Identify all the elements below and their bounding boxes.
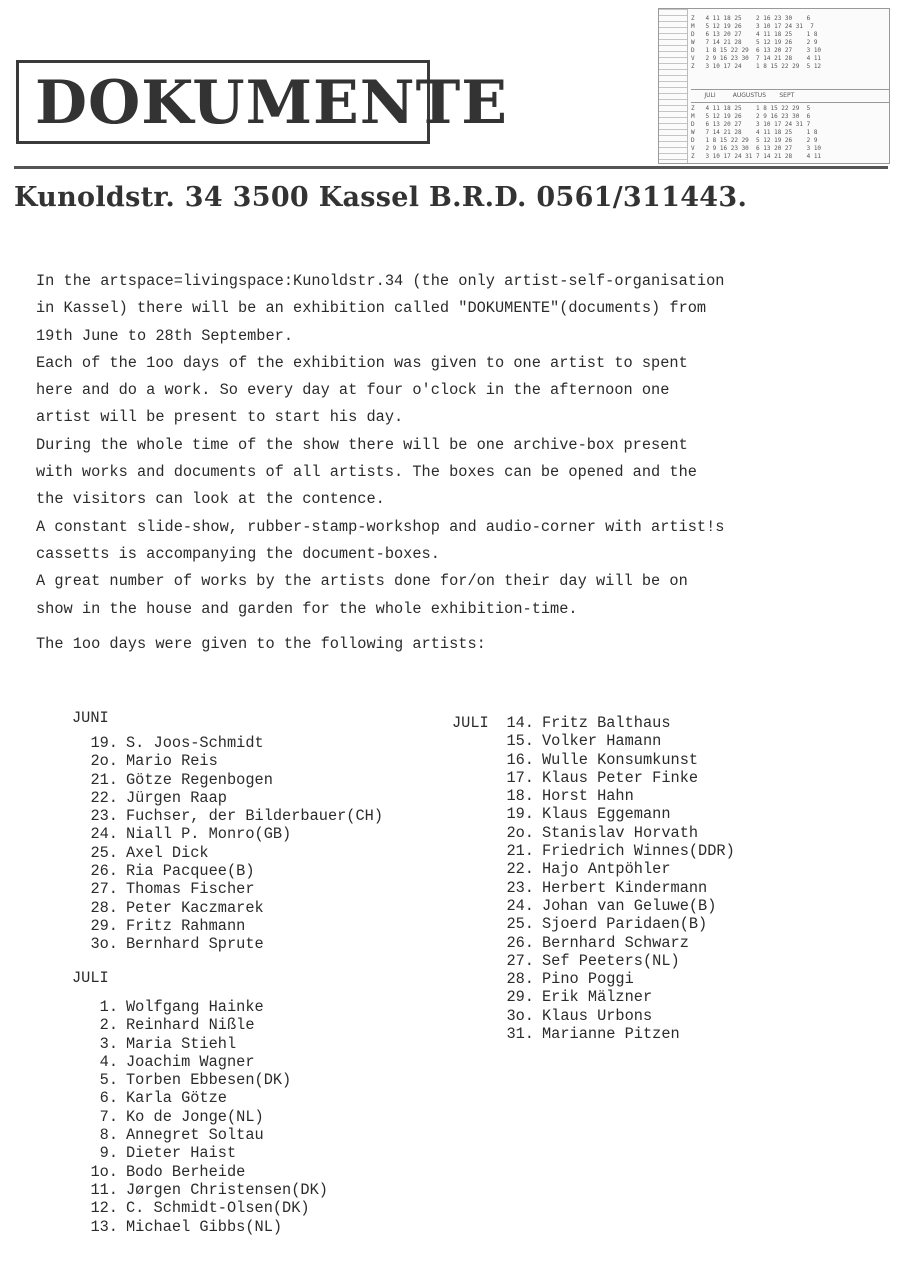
- artist-name: Marianne Pitzen: [542, 1025, 680, 1044]
- day-number: 26.: [90, 862, 118, 881]
- day-number: 19.: [506, 805, 534, 824]
- day-number: 22.: [506, 860, 534, 879]
- day-number: 26.: [506, 933, 534, 952]
- calendar-row: Z 3 10 17 24 31 7 14 21 28 4 11: [691, 153, 822, 160]
- day-number: 3o.: [506, 1006, 534, 1025]
- intro-line: in Kassel) there will be an exhibition called "DOKUMENTE"(documents) from: [36, 299, 707, 318]
- artist-name: Horst Hahn: [542, 787, 634, 806]
- artist-name: Ria Pacquee(B): [126, 862, 255, 881]
- artist-name: Wolfgang Hainke: [126, 998, 264, 1016]
- artist-name: Fritz Balthaus: [542, 714, 671, 732]
- day-number: 18.: [506, 787, 534, 806]
- day-number: 29.: [506, 988, 534, 1007]
- artist-name: Fuchser, der Bilderbauer(CH): [126, 807, 384, 826]
- artist-entry: [72, 917, 383, 935]
- artist-name: C. Schmidt-Olsen(DK): [126, 1199, 310, 1218]
- artist-name: Jürgen Raap: [126, 788, 227, 807]
- header-divider: [14, 166, 888, 169]
- intro-closing: The 1oo days were given to the following artists:: [36, 634, 486, 653]
- artist-name: Klaus Urbons: [542, 1006, 653, 1025]
- artist-name: Niall P. Monro(GB): [126, 825, 292, 844]
- logo-title: DOKUMENTE: [35, 68, 509, 138]
- artist-entry: [72, 734, 383, 752]
- artist-entry: [72, 998, 328, 1016]
- artist-name: Klaus Eggemann: [542, 805, 671, 824]
- artist-name: S. Joos-Schmidt: [126, 734, 264, 752]
- day-number: 28.: [90, 898, 118, 917]
- artist-entry: [72, 789, 383, 807]
- intro-text: [36, 268, 896, 658]
- artist-name: Dieter Haist: [126, 1144, 237, 1163]
- artist-entry: [72, 752, 383, 770]
- intro-line: artist will be present to start his day.: [36, 408, 404, 427]
- artist-entry: [492, 805, 735, 823]
- calendar-row: Z 4 11 18 25 2 16 23 30 6: [691, 15, 811, 22]
- artist-entry: [72, 1035, 328, 1053]
- artist-name: Erik Mälzner: [542, 988, 653, 1007]
- artist-entry: [72, 1144, 328, 1162]
- calendar-month-header: JULI AUGUSTUS SEPT: [691, 89, 890, 103]
- artist-entry: [492, 732, 735, 750]
- day-number: 21.: [90, 770, 118, 789]
- day-number: 29.: [90, 916, 118, 935]
- artist-entry: [72, 844, 383, 862]
- artist-name: Pino Poggi: [542, 970, 634, 989]
- day-number: 3.: [99, 1034, 118, 1053]
- artist-name: Torben Ebbesen(DK): [126, 1071, 292, 1090]
- artist-entry: [72, 1199, 328, 1217]
- intro-line: here and do a work. So every day at four o'clock in the afternoon one: [36, 381, 670, 400]
- calendar-clipping: [658, 8, 890, 164]
- artist-entry: [72, 1181, 328, 1199]
- artist-entry: [72, 1126, 328, 1144]
- artist-name: Thomas Fischer: [126, 880, 255, 899]
- artist-entry: [492, 970, 735, 988]
- artist-name: Wulle Konsumkunst: [542, 750, 699, 769]
- intro-lines: [36, 268, 896, 623]
- artist-name: Fritz Rahmann: [126, 916, 246, 935]
- day-number: 17.: [506, 768, 534, 787]
- day-number: 27.: [90, 880, 118, 899]
- day-number: 27.: [506, 951, 534, 970]
- artist-entry: [492, 714, 735, 732]
- artist-entry: [492, 952, 735, 970]
- day-number: 2o.: [506, 823, 534, 842]
- day-number: 2o.: [90, 752, 118, 771]
- calendar-row: D 1 8 15 22 29 6 13 20 27 3 10: [691, 47, 822, 54]
- day-number: 7.: [99, 1107, 118, 1126]
- intro-line: cassetts is accompanying the document-boxes.: [36, 544, 440, 563]
- artist-entry: [72, 1163, 328, 1181]
- intro-line: the visitors can look at the contence.: [36, 490, 385, 509]
- artist-list: [72, 998, 328, 1236]
- artist-name: Hajo Antpöhler: [542, 860, 671, 879]
- day-number: 24.: [506, 896, 534, 915]
- calendar-row: W 7 14 21 28 5 12 19 26 2 9: [691, 39, 818, 46]
- day-number: 25.: [90, 843, 118, 862]
- ruler-graphic: [659, 9, 688, 163]
- day-number: 23.: [90, 807, 118, 826]
- logo-frame: [16, 60, 509, 144]
- calendar-row: W 7 14 21 28 4 11 18 25 1 8: [691, 129, 818, 136]
- artist-entry: [492, 824, 735, 842]
- day-number: 23.: [506, 878, 534, 897]
- day-number: 28.: [506, 970, 534, 989]
- artist-entry: [72, 862, 383, 880]
- artist-entry: [72, 807, 383, 825]
- calendar-row: M 5 12 19 26 3 10 17 24 31 7: [691, 23, 814, 30]
- day-number: 19.: [90, 734, 118, 752]
- artist-name: Klaus Peter Finke: [542, 768, 699, 787]
- artist-list: [72, 734, 383, 954]
- artist-entry: [72, 880, 383, 898]
- artist-entry: [72, 1071, 328, 1089]
- juni-schedule: [72, 708, 383, 954]
- day-number: 31.: [506, 1025, 534, 1044]
- artist-entry: [492, 769, 735, 787]
- artist-name: Herbert Kindermann: [542, 878, 708, 897]
- day-number: 21.: [506, 842, 534, 861]
- intro-line: Each of the 1oo days of the exhibition was given to one artist to spent: [36, 353, 688, 372]
- calendar-bottom-rows: [691, 105, 890, 161]
- day-number: 3o.: [90, 935, 118, 954]
- artist-entry: [72, 899, 383, 917]
- artist-name: Jørgen Christensen(DK): [126, 1180, 328, 1199]
- artist-entry: [492, 988, 735, 1006]
- day-number: 11.: [90, 1180, 118, 1199]
- day-number: 25.: [506, 915, 534, 934]
- artist-name: Ko de Jonge(NL): [126, 1107, 264, 1126]
- intro-line: In the artspace=livingspace:Kunoldstr.34 (the only artist-self-organisation: [36, 272, 725, 290]
- artist-entry: [492, 1025, 735, 1043]
- calendar-row: V 2 9 16 23 30 7 14 21 28 4 11: [691, 55, 822, 62]
- juli-schedule-first: [72, 968, 328, 1236]
- artist-name: Peter Kaczmarek: [126, 898, 264, 917]
- artist-entry: [72, 771, 383, 789]
- artist-entry: [72, 1016, 328, 1034]
- day-number: 22.: [90, 788, 118, 807]
- intro-line: A great number of works by the artists done for/on their day will be on: [36, 572, 688, 591]
- artist-name: Sjoerd Paridaen(B): [542, 915, 708, 934]
- calendar-row: Z 3 10 17 24 1 8 15 22 29 5 12: [691, 63, 822, 70]
- address-line: Kunoldstr. 34 3500 Kassel B.R.D. 0561/311443.: [14, 182, 748, 213]
- intro-line: 19th June to 28th September.: [36, 326, 294, 345]
- artist-entry: [492, 879, 735, 897]
- artist-entry: [492, 915, 735, 933]
- artist-name: Stanislav Horvath: [542, 823, 699, 842]
- artist-entry: [72, 1089, 328, 1107]
- day-number: 16.: [506, 750, 534, 769]
- artist-name: Joachim Wagner: [126, 1052, 255, 1071]
- calendar-row: D 6 13 20 27 3 10 17 24 31 7: [691, 121, 811, 128]
- day-number: 24.: [90, 825, 118, 844]
- month-heading: JULI: [72, 969, 109, 987]
- intro-line: show in the house and garden for the whole exhibition-time.: [36, 599, 578, 618]
- month-heading: JULI: [452, 714, 489, 732]
- artist-entry: [492, 787, 735, 805]
- artist-entry: [72, 935, 383, 953]
- calendar-row: D 1 8 15 22 29 5 12 19 26 2 9: [691, 137, 818, 144]
- day-number: 9.: [99, 1144, 118, 1163]
- calendar-top-rows: [691, 15, 890, 71]
- day-number: 13.: [90, 1217, 118, 1236]
- intro-line: with works and documents of all artists. The boxes can be opened and the: [36, 463, 697, 482]
- day-number: 1o.: [90, 1162, 118, 1181]
- juli-schedule-second: [452, 714, 735, 1043]
- artist-name: Karla Götze: [126, 1089, 227, 1108]
- artist-entry: [492, 897, 735, 915]
- artist-entry: [72, 1053, 328, 1071]
- artist-entry: [492, 1007, 735, 1025]
- day-number: 2.: [99, 1016, 118, 1035]
- day-number: 6.: [99, 1089, 118, 1108]
- day-number: 5.: [99, 1071, 118, 1090]
- calendar-row: D 6 13 20 27 4 11 18 25 1 8: [691, 31, 818, 38]
- day-number: 12.: [90, 1199, 118, 1218]
- day-number: 14.: [506, 714, 534, 732]
- calendar-row: V 2 9 16 23 30 6 13 20 27 3 10: [691, 145, 822, 152]
- artist-entry: [72, 1218, 328, 1236]
- artist-name: Maria Stiehl: [126, 1034, 237, 1053]
- artist-name: Mario Reis: [126, 752, 218, 771]
- artist-name: Reinhard Nißle: [126, 1016, 255, 1035]
- calendar-row: Z 4 11 18 25 1 8 15 22 29 5: [691, 105, 811, 112]
- artist-name: Götze Regenbogen: [126, 770, 273, 789]
- artist-name: Friedrich Winnes(DDR): [542, 842, 735, 861]
- artist-name: Michael Gibbs(NL): [126, 1217, 283, 1236]
- artist-name: Johan van Geluwe(B): [542, 896, 717, 915]
- day-number: 8.: [99, 1126, 118, 1145]
- artist-entry: [492, 860, 735, 878]
- artist-entry: [492, 934, 735, 952]
- artist-list: [492, 714, 735, 1043]
- artist-entry: [492, 842, 735, 860]
- artist-name: Bernhard Schwarz: [542, 933, 689, 952]
- day-number: 1.: [99, 998, 118, 1016]
- intro-line: A constant slide-show, rubber-stamp-workshop and audio-corner with artist!s: [36, 517, 725, 536]
- month-heading: JUNI: [72, 709, 109, 727]
- artist-entry: [72, 825, 383, 843]
- artist-entry: [72, 1108, 328, 1126]
- artist-entry: [492, 751, 735, 769]
- artist-name: Sef Peeters(NL): [542, 951, 680, 970]
- calendar-row: M 5 12 19 26 2 9 16 23 30 6: [691, 113, 811, 120]
- intro-line: During the whole time of the show there will be one archive-box present: [36, 435, 688, 454]
- day-number: 4.: [99, 1052, 118, 1071]
- artist-name: Axel Dick: [126, 843, 209, 862]
- artist-name: Bernhard Sprute: [126, 935, 264, 954]
- artist-name: Volker Hamann: [542, 732, 662, 751]
- artist-name: Bodo Berheide: [126, 1162, 246, 1181]
- day-number: 15.: [506, 732, 534, 751]
- artist-name: Annegret Soltau: [126, 1126, 264, 1145]
